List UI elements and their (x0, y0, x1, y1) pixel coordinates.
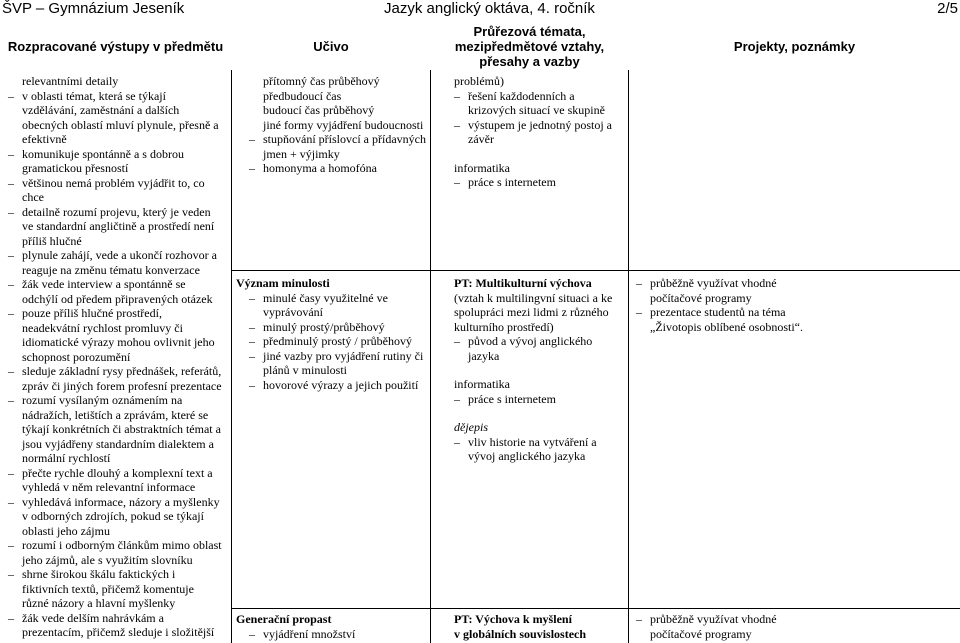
column-header-outcomes-label: Rozpracované výstupy v předmětu (7, 38, 224, 54)
curriculum-line: jiné formy vyjádření budoucnosti (263, 117, 424, 132)
cross-topics-block-3 (454, 612, 626, 641)
project-line: „Životopis oblíbené osobnosti“. (650, 319, 803, 334)
row-divider (232, 608, 960, 609)
dash-bullet: – (249, 334, 255, 348)
dash-bullet: – (8, 88, 14, 103)
column-divider (430, 70, 431, 643)
dash-bullet: – (8, 610, 14, 625)
outcome-line: rozumí vysílaným oznámením na (22, 393, 183, 407)
outcome-line: různé názory a hlavní myšlenky (22, 596, 176, 610)
dash-bullet: – (249, 319, 255, 334)
cross-topic-item (454, 334, 626, 349)
dash-bullet: – (8, 393, 14, 407)
dash-bullet: – (636, 305, 642, 319)
outcome-line: sleduje základní rysy přednášek, referátů, (22, 364, 222, 378)
row-divider (232, 270, 960, 271)
dash-bullet: – (249, 290, 255, 305)
curriculum-item (249, 132, 429, 147)
outcome-item (8, 205, 230, 220)
curriculum-line: vyjádření množství (263, 626, 356, 641)
outcome-line: komunikuje spontánně a s dobrou (22, 146, 184, 161)
cross-topic-item (454, 392, 626, 407)
outcome-line: vyhledá v něm relevantní informace (22, 480, 196, 494)
outcome-line: v odborných zdrojích, pokud se týkají (22, 509, 204, 523)
dash-bullet: – (249, 161, 255, 175)
curriculum-item (236, 627, 428, 642)
curriculum-line: budoucí čas průběhový (263, 103, 375, 117)
cross-topic-line: (vztah k multilingvní situaci a ke (454, 290, 613, 305)
cross-topic-subject: dějepis (454, 420, 488, 434)
curriculum-line: předbudoucí čas (263, 88, 342, 103)
curriculum-line: přítomný čas průběhový (263, 74, 380, 88)
curriculum-block-3 (236, 612, 428, 641)
cross-topic-line: vývoj anglického jazyka (468, 449, 586, 463)
outcome-item (8, 248, 230, 263)
header-school: ŠVP – Gymnázium Jeseník (2, 0, 185, 17)
cross-topic-item (454, 435, 626, 450)
dash-bullet: – (454, 334, 460, 348)
outcome-line: relevantními detaily (22, 74, 119, 88)
projects-block-2 (636, 612, 956, 641)
project-line: průběžně využívat vhodné (650, 612, 777, 626)
project-line: prezentace studentů na téma (650, 305, 786, 319)
outcome-item (8, 611, 230, 626)
outcome-line: nádražích, letištích a zprávám, které se (22, 407, 209, 422)
dash-bullet: – (454, 175, 460, 189)
project-line: počítačové programy (650, 626, 752, 641)
column-header-projects (629, 23, 960, 69)
outcome-item (8, 147, 230, 162)
outcome-line: jeho zájmů, ale s využitím slovníku (22, 552, 193, 567)
outcome-item (8, 466, 230, 481)
outcome-line: rozumí i odborným článkům mimo oblast (22, 538, 222, 552)
cross-topic-subject: informatika (454, 160, 510, 175)
dash-bullet: – (454, 434, 460, 449)
cross-topic-line: výstupem je jednotný postoj a (468, 117, 612, 132)
outcome-line: vzdělávání, zaměstnání a dalších (22, 103, 180, 117)
dash-bullet: – (636, 276, 642, 290)
outcome-line: žák vede delším nahrávkám a (22, 610, 164, 625)
cross-topic-heading: PT: Výchova k myšlení (454, 612, 572, 626)
curriculum-line: předminulý prostý / průběhový (263, 334, 412, 348)
dash-bullet: – (8, 567, 14, 581)
cross-topic-line: kulturního prostředí) (454, 319, 554, 334)
curriculum-item (236, 291, 428, 306)
outcome-line: oblasti jeho zájmu (22, 523, 110, 538)
cross-topic-item (454, 89, 626, 104)
outcomes-list (8, 74, 230, 640)
cross-topic-line: práce s internetem (468, 175, 556, 189)
outcome-line: obecných oblastí mluví plynule, přesně a (22, 117, 219, 132)
outcome-line: vyhledává informace, názory a myšlenky (22, 494, 220, 509)
outcome-item (8, 393, 230, 408)
outcome-item (8, 567, 230, 582)
cross-topic-subject: informatika (454, 377, 510, 391)
column-header-cross-topics-line3: přesahy a vazby (479, 53, 580, 69)
outcome-line: fiktivních textů, přičemž komentuje (22, 581, 194, 596)
outcome-item (8, 538, 230, 553)
curriculum-block-1 (249, 74, 429, 176)
outcome-line: příliš hlučné (22, 233, 82, 248)
curriculum-line: hovorové výrazy a jejich použití (263, 377, 419, 392)
curriculum-line: vyprávování (263, 305, 323, 319)
project-line: průběžně využívat vhodné (650, 276, 777, 290)
dash-bullet: – (249, 348, 255, 363)
column-header-cross-topics (431, 23, 628, 69)
outcome-line: shrne širokou škálu faktických i (22, 567, 176, 581)
outcome-line: gramatickou přesností (22, 161, 129, 175)
project-line: počítačové programy (650, 290, 752, 305)
outcome-line: detailně rozumí projevu, který je veden (22, 204, 211, 219)
project-item (636, 612, 956, 627)
curriculum-item (236, 378, 428, 393)
outcome-line: jsou vyjádřeny standardním dialektem a (22, 436, 214, 451)
curriculum-block-2 (236, 276, 428, 392)
outcome-line: zpráv či jiných forem profesní prezentace (22, 378, 222, 393)
curriculum-item (236, 334, 428, 349)
outcome-line: normální rychlostí (22, 451, 111, 465)
dash-bullet: – (454, 117, 460, 132)
outcome-item (8, 495, 230, 510)
cross-topic-heading: PT: Multikulturní výchova (454, 276, 592, 290)
dash-bullet: – (249, 132, 255, 146)
curriculum-line: minulé časy využitelné ve (263, 290, 388, 305)
column-divider (231, 70, 232, 643)
outcome-line: neadekvátní rychlost promluvy či (22, 320, 183, 335)
cross-topic-line: spolupráci mezi lidmi z různého (454, 305, 609, 319)
outcome-line: prezentacím, přičemž sleduje i složitější (22, 625, 215, 639)
cross-topic-line: práce s internetem (468, 391, 556, 406)
curriculum-line: jmen + výjimky (263, 146, 340, 161)
cross-topic-line: problémů) (454, 74, 504, 88)
cross-topic-line: krizových situací ve skupině (468, 103, 605, 117)
outcome-line: plynule zahájí, vede a ukončí rozhovor a (22, 248, 217, 262)
outcome-line: žák vede interview a spontánně se (22, 277, 186, 291)
cross-topic-line: původ a vývoj anglického (468, 334, 593, 348)
curriculum-heading: Význam minulosti (236, 276, 330, 290)
column-header-projects-label: Projekty, poznámky (733, 38, 856, 54)
outcome-line: chce (22, 190, 44, 204)
dash-bullet: – (8, 306, 14, 320)
outcome-line: schopnost porozumění (22, 349, 131, 364)
outcome-line: idiomatické výrazy mohou ovlivnit jeho (22, 335, 215, 349)
curriculum-line: minulý prostý/průběhový (263, 319, 385, 334)
outcome-line: ve standardní angličtině a prostředí není (22, 219, 215, 233)
outcome-line: odchýlí od předem připravených otázek (22, 291, 213, 306)
cross-topic-item (454, 118, 626, 133)
column-divider (628, 70, 629, 643)
project-item (636, 276, 956, 291)
outcome-line: reaguje na změnu tématu konverzace (22, 262, 200, 277)
curriculum-line: plánů v minulosti (263, 363, 347, 377)
dash-bullet: – (249, 377, 255, 392)
outcome-line: většinou nemá problém vyjádřit to, co (22, 175, 205, 190)
projects-block-1 (636, 276, 956, 334)
curriculum-line: stupňování příslovcí a přídavných (263, 132, 426, 146)
column-header-outcomes (0, 23, 231, 69)
cross-topics-block-2 (454, 276, 626, 464)
dash-bullet: – (8, 146, 14, 161)
header-page-number: 2/5 (937, 0, 958, 17)
dash-bullet: – (8, 364, 14, 378)
cross-topic-line: jazyka (468, 348, 500, 363)
outcome-line: efektivně (22, 132, 67, 146)
dash-bullet: – (636, 612, 642, 626)
dash-bullet: – (8, 538, 14, 552)
project-item (636, 305, 956, 320)
dash-bullet: – (454, 88, 460, 103)
curriculum-heading: Generační propast (236, 612, 332, 626)
page-header (0, 0, 960, 20)
cross-topic-line: vliv historie na vytváření a (468, 434, 597, 449)
dash-bullet: – (8, 465, 14, 480)
dash-bullet: – (8, 277, 14, 291)
column-header-cross-topics-line2: mezipředmětové vztahy, (454, 38, 605, 54)
cross-topic-item (454, 175, 626, 190)
outcome-line: týkají konkrétních či abstraktních témat a (22, 422, 221, 436)
dash-bullet: – (249, 626, 255, 641)
outcome-item (8, 176, 230, 191)
dash-bullet: – (8, 175, 14, 190)
outcome-item (8, 277, 230, 292)
outcome-line: pouze příliš hlučné prostředí, (22, 306, 162, 320)
header-subject: Jazyk anglický oktáva, 4. ročník (384, 0, 595, 17)
outcome-line: přečte rychle dlouhý a komplexní text a (22, 465, 213, 480)
column-header-curriculum-label: Učivo (313, 38, 349, 54)
dash-bullet: – (8, 204, 14, 219)
dash-bullet: – (8, 494, 14, 509)
outcome-item (8, 89, 230, 104)
curriculum-line: homonyma a homofóna (263, 161, 377, 175)
curriculum-item (236, 320, 428, 335)
column-header-cross-topics-line1: Průřezová témata, (473, 23, 586, 39)
outcome-line: v oblasti témat, která se týkají (22, 88, 166, 103)
cross-topic-heading: v globálních souvislostech (454, 626, 587, 641)
curriculum-item (249, 161, 429, 176)
cross-topic-line: řešení každodenních a (468, 88, 575, 103)
outcome-item (8, 306, 230, 321)
dash-bullet: – (8, 248, 14, 262)
outcome-item (8, 364, 230, 379)
curriculum-line: jiné vazby pro vyjádření rutiny či (263, 348, 424, 363)
cross-topic-line: závěr (468, 132, 494, 146)
curriculum-item (236, 349, 428, 364)
column-header-curriculum (232, 23, 430, 69)
cross-topics-block-1 (454, 74, 626, 190)
dash-bullet: – (454, 391, 460, 406)
